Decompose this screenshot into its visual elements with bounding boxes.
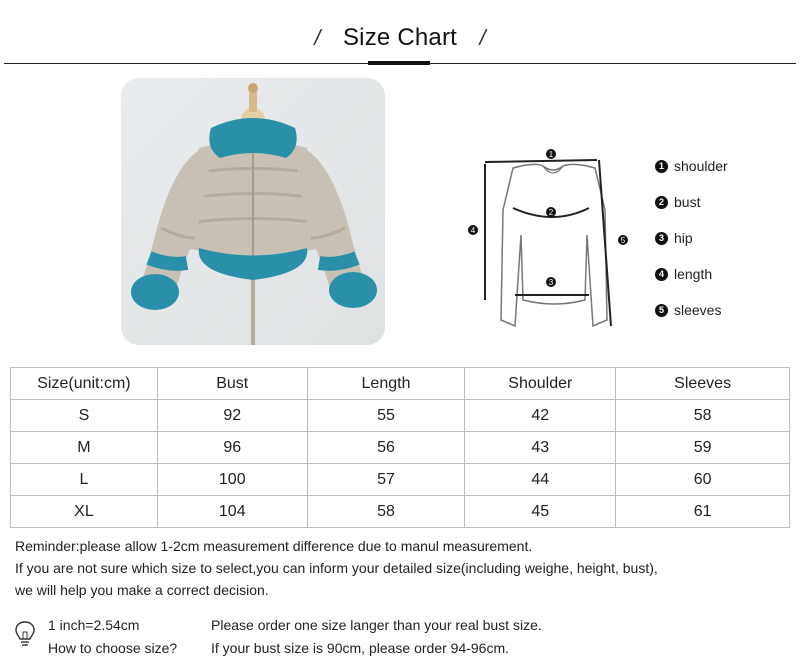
table-cell: 100 [157,464,307,496]
size-help-note: If you are not sure which size to select,you can inform your detailed size(including weighe, height, bust), [15,560,658,576]
choose-size-example: If your bust size is 90cm, please order 94-96cm. [211,640,510,656]
table-cell: 92 [157,400,307,432]
legend-label: hip [674,230,693,246]
column-header: Size(unit:cm) [11,368,158,400]
table-cell: M [11,432,158,464]
legend-number-badge: 3 [655,232,668,245]
choose-size-advice: Please order one size langer than your real bust size. [211,617,542,633]
legend-label: sleeves [674,302,722,318]
table-cell: 104 [157,496,307,528]
table-cell: 45 [465,496,616,528]
column-header: Sleeves [616,368,790,400]
lightbulb-icon [14,620,36,650]
table-row [11,432,790,464]
legend-number-badge: 4 [655,268,668,281]
header [0,0,800,70]
fur-jacket-illustration [121,78,385,345]
diagram-marker-2: 2 [548,208,554,217]
legend-number-badge: 5 [655,304,668,317]
page-title: Size Chart [342,24,458,51]
table-cell: 42 [465,400,616,432]
table-row [11,496,790,528]
table-cell: 58 [307,496,465,528]
legend-item-shoulder [655,158,795,194]
diagram-marker-5: 5 [620,236,626,245]
table-cell: 60 [616,464,790,496]
title-row [0,24,800,52]
measurement-legend [655,158,795,338]
table-cell: L [11,464,158,496]
diagram-marker-4: 4 [470,226,476,235]
title-slash-left: / [314,25,321,50]
inch-conversion: 1 inch=2.54cm [48,617,140,633]
column-header: Shoulder [465,368,616,400]
legend-label: shoulder [674,158,728,174]
column-header: Bust [157,368,307,400]
table-cell: 55 [307,400,465,432]
table-row [11,400,790,432]
table-cell: 58 [616,400,790,432]
legend-number-badge: 1 [655,160,668,173]
table-cell: 61 [616,496,790,528]
title-slash-right: / [479,25,486,50]
table-cell: 59 [616,432,790,464]
product-photo [121,78,385,345]
diagram-marker-3: 3 [548,278,554,287]
title-underline-accent [368,61,430,65]
legend-item-length [655,266,795,302]
table-header-row [11,368,790,400]
legend-item-sleeves [655,302,795,338]
legend-number-badge: 2 [655,196,668,209]
table-cell: 57 [307,464,465,496]
measurement-diagram [465,140,645,340]
size-table [10,367,790,528]
table-cell: 43 [465,432,616,464]
legend-item-hip [655,230,795,266]
legend-label: length [674,266,713,282]
garment-outline-diagram [465,140,645,340]
table-cell: XL [11,496,158,528]
table-row [11,464,790,496]
size-help-note-continued: we will help you make a correct decision. [15,582,269,598]
table-cell: 44 [465,464,616,496]
diagram-marker-1: 1 [548,150,554,159]
table-cell: S [11,400,158,432]
legend-label: bust [674,194,701,210]
table-cell: 96 [157,432,307,464]
legend-item-bust [655,194,795,230]
table-cell: 56 [307,432,465,464]
how-to-choose-label: How to choose size? [48,640,178,656]
reminder-note: Reminder:please allow 1-2cm measurement difference due to manul measurement. [15,538,533,554]
column-header: Length [307,368,465,400]
